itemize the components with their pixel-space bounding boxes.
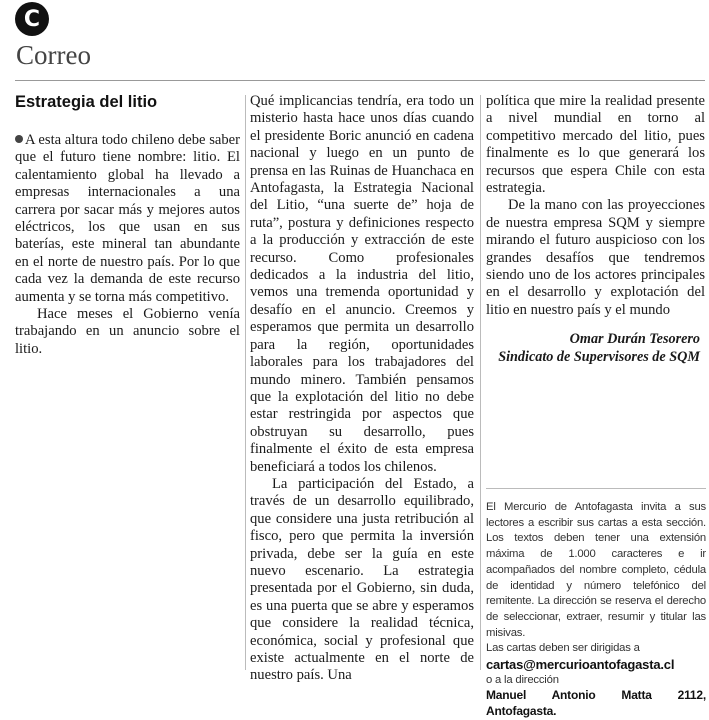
author-organization: Sindicato de Supervisores de SQM — [498, 349, 700, 365]
article-column-1 — [15, 132, 240, 358]
bullet-icon — [15, 135, 23, 143]
notice-or-label: o a la dirección — [486, 673, 559, 686]
contact-address: Manuel Antonio Matta 2112, Antofagasta. — [486, 688, 706, 719]
column-divider — [245, 95, 246, 670]
section-badge: C — [15, 2, 49, 36]
contact-email[interactable]: cartas@mercurioantofagasta.cl — [486, 657, 675, 673]
reader-notice — [486, 500, 706, 720]
paragraph: Hace meses el Gobierno venía trabajando en un anuncio sobre el litio. — [15, 306, 240, 357]
paragraph: Qué implicancias tendría, era todo un misterio hasta hace unos días cuando el presidente Boric anunció en cadena nacional y luego en un punto de prensa en las Ruinas de Huanchaca en Antofagasta, la Estrategia Nacional del Litio, “una suerte de” hoja de ruta”, postura y definiciones respecto a la producción y extracción de este recurso. Como profesionales dedicados a la industria del litio, vemos una tremenda oportunidad y desafío en el anuncio. Creemos y esperamos que permita un desarrollo para la región, oportunidades laborales para los trabajadores del mundo minero. También pensamos que la explotación del litio no debe estar restringida por aspectos que obstruyan su desarrollo, pues finalmente el éxito de esta empresa beneficiará a todos los chilenos. — [250, 93, 474, 475]
notice-text: El Mercurio de Antofagasta invita a sus lectores a escribir sus cartas a esta sección. Los textos deben tener una extensión máxima de 1.000 caracteres e ir acompañados del nombre completo, cédula de identidad y número telefónico del remitente. La dirección se reserva el derecho de seleccionar, extraer, resumir y titular las misivas. — [486, 501, 706, 639]
article-headline: Estrategia del litio — [15, 93, 158, 111]
article-column-2 — [250, 93, 474, 685]
paragraph: A esta altura todo chileno debe saber que el futuro tiene nombre: litio. El calentamiento global ha llevado a empresas internacionales a una carrera por sacar más y mejores autos eléctricos, los que usan en sus baterías, este mineral tan abundante en el norte de nuestro país. Por lo que cada vez la demanda de este recurso aumenta y se torna más competitivo. — [15, 132, 240, 305]
paragraph: política que mire la realidad presente a nivel mundial en torno al competitivo mercado del litio, pues finalmente es lo que generará los recursos que espera Chile con esta estrategia. — [486, 93, 705, 197]
section-title: Correo — [16, 40, 91, 70]
paragraph: De la mano con las proyecciones de nuestra empresa SQM y siempre mirando el futuro auspicioso con los grandes desafíos que tendremos siendo uno de los actores principales en el desarrollo y explotación del litio en nuestro país y el mundo — [486, 197, 705, 318]
article-column-3 — [486, 93, 705, 319]
notice-send-label: Las cartas deben ser dirigidas a — [486, 642, 640, 655]
author-name: Omar Durán Tesorero — [569, 331, 700, 347]
header-divider — [15, 80, 705, 81]
paragraph: La participación del Estado, a través de un desarrollo equilibrado, que considere una justa retribución al fisco, pero que permita la inversión privada, debe ser la guía en este nuevo escenario. La estrategia presentada por el Gobierno, sin duda, es una puerta que se abre y esperamos que considere la realidad técnica, económica, social y profesional que existe actualmente en el norte de nuestro país. Una — [250, 475, 474, 684]
column-divider — [480, 95, 481, 670]
